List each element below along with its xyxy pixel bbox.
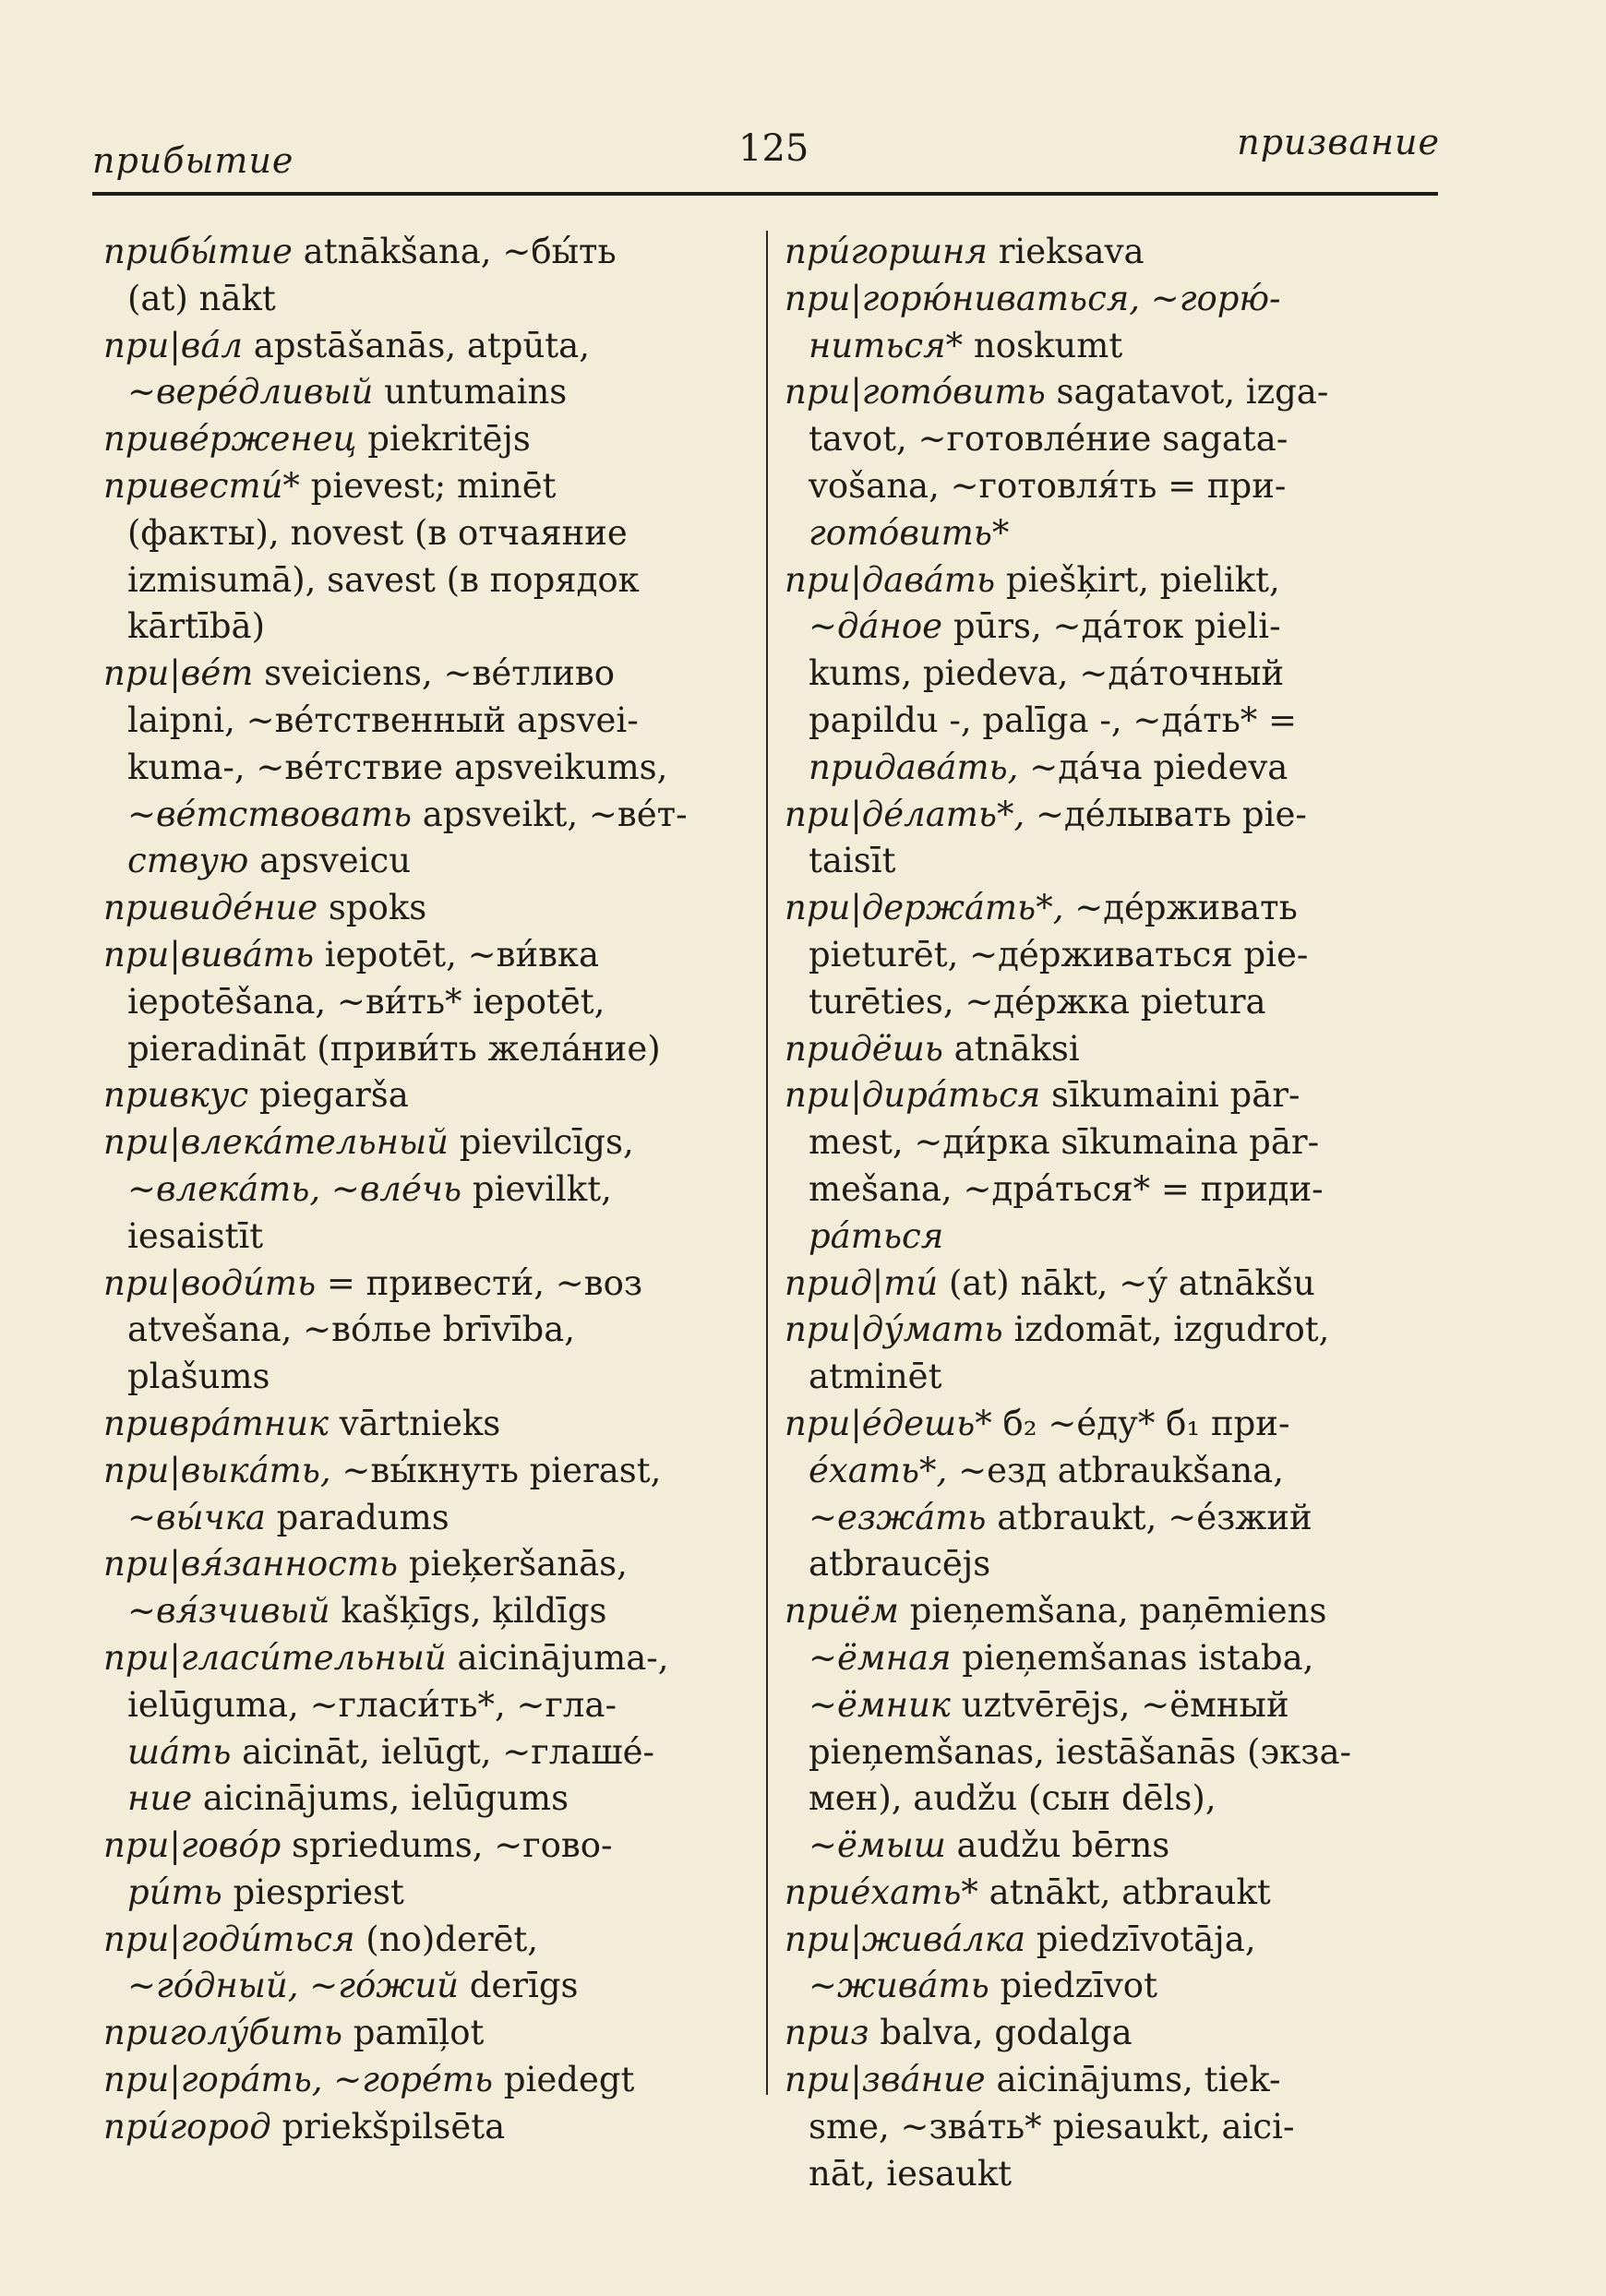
dictionary-line bbox=[103, 369, 777, 416]
dictionary-line bbox=[785, 1307, 1458, 1354]
entry-translation: kašķīgs, ķildīgs bbox=[330, 1591, 607, 1632]
dictionary-line bbox=[785, 979, 1458, 1026]
entry-headword: ~ёмник bbox=[809, 1684, 951, 1725]
dictionary-line bbox=[785, 745, 1458, 792]
dictionary-line bbox=[103, 557, 777, 604]
entry-translation: sme, ~зва́ть* piesaukt, aici- bbox=[809, 2106, 1295, 2147]
dictionary-line bbox=[785, 1917, 1458, 1964]
entry-translation: mest, ~ди́рка sīkumaina pār- bbox=[809, 1122, 1320, 1163]
entry-translation: nāt, iesaukt bbox=[809, 2153, 1013, 2194]
entry-headword: приврáтник bbox=[103, 1403, 330, 1443]
dictionary-line bbox=[103, 276, 777, 323]
entry-translation: untumains bbox=[373, 372, 568, 413]
dictionary-line bbox=[785, 2057, 1458, 2104]
entry-translation: pūrs, ~да́ток pieli- bbox=[942, 606, 1281, 647]
entry-translation: ~да́ча piedeva bbox=[1018, 747, 1288, 787]
dictionary-line bbox=[103, 698, 777, 745]
dictionary-line bbox=[785, 1448, 1458, 1495]
entry-translation: pieņemšanas, iestāšanās (экза- bbox=[809, 1731, 1352, 1772]
entry-headword: придёшь bbox=[785, 1028, 943, 1069]
entry-translation: ~езд atbraukšana, bbox=[947, 1450, 1285, 1490]
entry-translation: plašums bbox=[127, 1357, 270, 1397]
entry-headword: ~вя́зчивый bbox=[127, 1591, 330, 1632]
dictionary-line bbox=[103, 1072, 777, 1119]
dictionary-line bbox=[103, 1917, 777, 1964]
entry-translation: atminēt bbox=[809, 1357, 942, 1397]
entry-headword: при|ве́т bbox=[103, 653, 254, 694]
entry-translation: apsveikt, ~ве́т- bbox=[411, 794, 688, 834]
entry-translation: spoks bbox=[318, 888, 427, 928]
dictionary-line bbox=[103, 1307, 777, 1354]
entry-headword: при́горшня bbox=[785, 232, 988, 271]
dictionary-line bbox=[103, 932, 777, 979]
entry-headword: при|дава́ть bbox=[785, 559, 996, 600]
entry-headword: ~да́ное bbox=[809, 606, 943, 647]
entry-headword: ниться* bbox=[809, 325, 964, 365]
entry-translation: noskumt bbox=[963, 325, 1123, 365]
dictionary-line bbox=[103, 1776, 777, 1823]
entry-translation: piedzīvotāja, bbox=[1025, 1919, 1256, 1959]
entry-headword: при|горю́ниваться, ~горю́- bbox=[785, 278, 1281, 318]
dictionary-line bbox=[785, 1963, 1458, 2010]
header-rule bbox=[92, 192, 1438, 196]
entry-translation: pieņemšana, paņēmiens bbox=[898, 1591, 1327, 1632]
entry-headword: при|гласи́тельный bbox=[103, 1637, 447, 1678]
entry-headword: привести́* bbox=[103, 465, 300, 506]
entry-headword: при|вя́занность bbox=[103, 1544, 399, 1584]
entry-translation: turēties, ~де́ржка pietura bbox=[809, 981, 1266, 1022]
entry-translation: audžu bērns bbox=[945, 1825, 1170, 1866]
entry-headword: ствую bbox=[127, 841, 249, 881]
dictionary-line bbox=[103, 416, 777, 463]
entry-headword: при|зва́ние bbox=[785, 2060, 986, 2100]
entry-headword: прибы́тие bbox=[103, 232, 293, 271]
entry-headword: гото́вить* bbox=[809, 512, 1010, 553]
entry-headword: ~ёмыш bbox=[809, 1825, 946, 1866]
entry-translation: atnākt, atbraukt bbox=[977, 1871, 1271, 1912]
running-head-left: прибытие bbox=[92, 140, 294, 181]
dictionary-line bbox=[785, 792, 1458, 839]
dictionary-line bbox=[785, 2104, 1458, 2151]
dictionary-line bbox=[103, 1166, 777, 1214]
dictionary-line bbox=[103, 2104, 777, 2151]
dictionary-line bbox=[103, 1588, 777, 1635]
dictionary-line bbox=[103, 2010, 777, 2057]
dictionary-line bbox=[103, 1261, 777, 1308]
dictionary-line bbox=[103, 1541, 777, 1588]
entry-translation: б₂ ~е́ду* б₁ при- bbox=[991, 1403, 1290, 1443]
entry-translation: atbraucējs bbox=[809, 1544, 991, 1584]
entry-translation: apsveicu bbox=[248, 841, 412, 881]
entry-translation: iepotēt, ~ви́вка bbox=[314, 934, 600, 975]
entry-headword: при|де́лать*, bbox=[785, 794, 1025, 834]
dictionary-line bbox=[103, 1214, 777, 1261]
dictionary-line bbox=[785, 932, 1458, 979]
page-header bbox=[92, 120, 1440, 185]
entry-translation: atvešana, ~во́лье brīvība, bbox=[127, 1309, 576, 1350]
entry-headword: при|влека́тельный bbox=[103, 1122, 449, 1163]
dictionary-line bbox=[103, 745, 777, 792]
entry-headword: ~вере́дливый bbox=[127, 372, 374, 413]
dictionary-line bbox=[785, 1729, 1458, 1776]
entry-translation: ~вы́кнуть pierast, bbox=[330, 1450, 662, 1490]
entry-translation: vārtnieks bbox=[329, 1403, 501, 1443]
entry-translation: taisīt bbox=[809, 841, 896, 881]
dictionary-line bbox=[785, 604, 1458, 651]
entry-translation: atnākšana, ~бы́ть bbox=[292, 232, 617, 271]
dictionary-line bbox=[103, 1823, 777, 1870]
dictionary-line bbox=[785, 1870, 1458, 1917]
entry-translation: ~де́рживать bbox=[1063, 888, 1298, 928]
dictionary-line bbox=[785, 1682, 1458, 1729]
dictionary-line bbox=[103, 1401, 777, 1448]
page-number: 125 bbox=[738, 127, 809, 170]
dictionary-line bbox=[103, 838, 777, 885]
dictionary-line bbox=[785, 885, 1458, 932]
running-head-right: призвание bbox=[1237, 122, 1440, 162]
entry-translation: sveiciens, ~ве́тливо bbox=[253, 653, 615, 694]
entry-translation: aicināt, ielūgt, ~глаше́- bbox=[231, 1731, 655, 1772]
dictionary-line bbox=[103, 1495, 777, 1542]
entry-translation: pieķeršanās, bbox=[398, 1544, 628, 1584]
entry-headword: при|жива́лка bbox=[785, 1919, 1026, 1959]
dictionary-line bbox=[103, 1682, 777, 1729]
entry-headword: ра́ться bbox=[809, 1215, 944, 1256]
entry-headword: ша́ть bbox=[127, 1731, 232, 1772]
dictionary-line bbox=[785, 1261, 1458, 1308]
dictionary-line bbox=[785, 369, 1458, 416]
entry-translation: ielūguma, ~гласи́ть*, ~гла- bbox=[127, 1684, 617, 1725]
entry-translation: pievest; minēt bbox=[299, 465, 557, 506]
dictionary-line bbox=[785, 1166, 1458, 1214]
dictionary-line bbox=[785, 1776, 1458, 1823]
entry-headword: ~ве́тствовать bbox=[127, 794, 412, 834]
dictionary-line bbox=[103, 604, 777, 651]
right-column bbox=[785, 229, 1458, 2197]
entry-headword: при|вива́ть bbox=[103, 934, 314, 975]
dictionary-line bbox=[785, 1072, 1458, 1119]
entry-translation: (факты), novest (в отчаяние bbox=[127, 512, 628, 553]
entry-headword: ~влека́ть, ~вле́чь bbox=[127, 1168, 462, 1209]
dictionary-line bbox=[785, 1541, 1458, 1588]
dictionary-line bbox=[785, 1026, 1458, 1073]
dictionary-line bbox=[785, 838, 1458, 885]
dictionary-line bbox=[785, 229, 1458, 276]
entry-translation: atbraukt, ~е́зжий bbox=[986, 1497, 1312, 1537]
entry-headword: приве́рженец bbox=[103, 419, 357, 460]
dictionary-line bbox=[103, 1026, 777, 1073]
dictionary-line bbox=[785, 1401, 1458, 1448]
entry-translation: izmisumā), savest (в порядок bbox=[127, 559, 640, 600]
entry-translation: uztvērējs, ~ёмный bbox=[950, 1684, 1289, 1725]
dictionary-line bbox=[785, 2151, 1458, 2198]
dictionary-line bbox=[785, 510, 1458, 557]
entry-headword: при|е́дешь* bbox=[785, 1403, 992, 1443]
entry-translation: izdomāt, izgudrot, bbox=[1002, 1309, 1330, 1350]
dictionary-line bbox=[103, 1119, 777, 1166]
entry-headword: е́хать*, bbox=[809, 1450, 948, 1490]
entry-translation: (no)derēt, bbox=[354, 1919, 539, 1959]
entry-headword: приголу́бить bbox=[103, 2013, 342, 2053]
entry-translation: pievilcīgs, bbox=[448, 1122, 634, 1163]
dictionary-line bbox=[785, 698, 1458, 745]
entry-translation: (at) nākt bbox=[127, 278, 276, 318]
entry-translation: laipni, ~ве́тственный apsvei- bbox=[127, 700, 639, 740]
entry-translation: sagatavot, izga- bbox=[1045, 372, 1329, 413]
dictionary-line bbox=[103, 1870, 777, 1917]
entry-translation: piespriest bbox=[222, 1871, 404, 1912]
dictionary-line bbox=[785, 1588, 1458, 1635]
entry-translation: piekritējs bbox=[356, 419, 531, 460]
entry-translation: piegarša bbox=[248, 1075, 409, 1116]
entry-translation: priekšpilsēta bbox=[270, 2106, 506, 2147]
entry-translation: мен), audžu (сын dēls), bbox=[809, 1778, 1216, 1819]
entry-translation: papildu -, palīga -, ~да́ть* = bbox=[809, 700, 1298, 740]
entry-translation: pieturēt, ~де́рживаться pie- bbox=[809, 934, 1309, 975]
dictionary-line bbox=[103, 463, 777, 510]
entry-headword: при|ду́мать bbox=[785, 1309, 1003, 1350]
entry-headword: ~ёмная bbox=[809, 1637, 952, 1678]
entry-translation: aicinājums, ielūgums bbox=[192, 1778, 569, 1819]
entry-translation: piedegt bbox=[493, 2060, 635, 2100]
entry-headword: ~езжа́ть bbox=[809, 1497, 987, 1537]
entry-translation: derīgs bbox=[458, 1966, 579, 2006]
column-divider bbox=[766, 231, 768, 2095]
entry-headword: при|води́ть bbox=[103, 1262, 317, 1303]
entry-translation: tavot, ~готовле́ние sagata- bbox=[809, 419, 1288, 460]
entry-translation: pieņemšanas istaba, bbox=[951, 1637, 1314, 1678]
entry-translation: rieksava bbox=[987, 232, 1145, 271]
entry-headword: при|дира́ться bbox=[785, 1075, 1041, 1116]
dictionary-line bbox=[785, 1823, 1458, 1870]
entry-headword: прид|ти́ bbox=[785, 1262, 939, 1303]
entry-headword: при|ва́л bbox=[103, 325, 243, 365]
entry-headword: ~жива́ть bbox=[809, 1966, 989, 2006]
entry-translation: aicinājums, tiek- bbox=[985, 2060, 1281, 2100]
entry-translation: = привести́, ~воз bbox=[316, 1262, 643, 1303]
entry-headword: при|гора́ть, ~горе́ть bbox=[103, 2060, 494, 2100]
dictionary-line bbox=[785, 1119, 1458, 1166]
dictionary-line bbox=[103, 979, 777, 1026]
dictionary-line bbox=[785, 1214, 1458, 1261]
entry-translation: piešķirt, pielikt, bbox=[995, 559, 1280, 600]
entry-translation: piedzīvot bbox=[989, 1966, 1157, 2006]
entry-headword: ~го́дный, ~го́жий bbox=[127, 1966, 459, 2006]
dictionary-line bbox=[785, 1354, 1458, 1401]
entry-translation: sīkumaini pār- bbox=[1040, 1075, 1300, 1116]
entry-headword: привкус bbox=[103, 1075, 249, 1116]
entry-translation: pievilkt, bbox=[461, 1168, 612, 1209]
entry-headword: приз bbox=[785, 2013, 869, 2053]
dictionary-line bbox=[103, 651, 777, 698]
entry-headword: приём bbox=[785, 1591, 899, 1632]
dictionary-line bbox=[103, 323, 777, 370]
entry-translation: aicinājuma-, bbox=[446, 1637, 669, 1678]
entry-translation: vošana, ~готовля́ть = при- bbox=[809, 465, 1287, 506]
dictionary-line bbox=[103, 1963, 777, 2010]
entry-headword: при|выка́ть, bbox=[103, 1450, 331, 1490]
entry-headword: ~вы́чка bbox=[127, 1497, 266, 1537]
entry-headword: ние bbox=[127, 1778, 193, 1819]
dictionary-line bbox=[785, 2010, 1458, 2057]
entry-headword: привиде́ние bbox=[103, 888, 318, 928]
dictionary-line bbox=[785, 557, 1458, 604]
dictionary-line bbox=[103, 1448, 777, 1495]
entry-headword: при|гото́вить bbox=[785, 372, 1046, 413]
dictionary-line bbox=[103, 229, 777, 276]
dictionary-line bbox=[103, 1635, 777, 1682]
dictionary-line bbox=[785, 1635, 1458, 1682]
dictionary-line bbox=[103, 792, 777, 839]
dictionary-line bbox=[103, 1729, 777, 1776]
dictionary-line bbox=[103, 1354, 777, 1401]
entry-translation: pamīļot bbox=[342, 2013, 485, 2053]
entry-headword: при|держа́ть*, bbox=[785, 888, 1064, 928]
dictionary-line bbox=[103, 2057, 777, 2104]
entry-translation: (at) nākt, ~у́ atnākšu bbox=[938, 1262, 1315, 1303]
dictionary-line bbox=[785, 276, 1458, 323]
dictionary-line bbox=[103, 885, 777, 932]
entry-translation: iepotēšana, ~ви́ть* iepotēt, bbox=[127, 981, 605, 1022]
entry-headword: прие́хать* bbox=[785, 1871, 978, 1912]
entry-headword: ри́ть bbox=[127, 1871, 222, 1912]
entry-translation: apstāšanās, atpūta, bbox=[242, 325, 590, 365]
dictionary-line bbox=[785, 1495, 1458, 1542]
entry-translation: atnāksi bbox=[942, 1028, 1080, 1069]
dictionary-line bbox=[785, 323, 1458, 370]
dictionary-line bbox=[103, 510, 777, 557]
entry-translation: balva, godalga bbox=[869, 2013, 1133, 2053]
entry-translation: mešana, ~дра́ться* = приди- bbox=[809, 1168, 1324, 1209]
entry-headword: при|годи́ться bbox=[103, 1919, 355, 1959]
entry-headword: при́город bbox=[103, 2106, 271, 2147]
entry-translation: iesaistīt bbox=[127, 1215, 264, 1256]
dictionary-line bbox=[785, 463, 1458, 510]
left-column bbox=[103, 229, 777, 2151]
entry-translation: paradums bbox=[265, 1497, 449, 1537]
entry-translation: kums, piedeva, ~да́точный bbox=[809, 653, 1285, 694]
dictionary-line bbox=[785, 416, 1458, 463]
entry-translation: ~де́лывать pie- bbox=[1025, 794, 1307, 834]
entry-translation: pieradināt (приви́ть жела́ние) bbox=[127, 1028, 661, 1069]
entry-headword: придава́ть, bbox=[809, 747, 1019, 787]
entry-translation: spriedums, ~гово- bbox=[281, 1825, 613, 1866]
entry-translation: kārtībā) bbox=[127, 606, 266, 647]
entry-headword: при|гово́р bbox=[103, 1825, 282, 1866]
entry-translation: kuma-, ~ве́тствие apsveikums, bbox=[127, 747, 668, 787]
dictionary-line bbox=[785, 651, 1458, 698]
